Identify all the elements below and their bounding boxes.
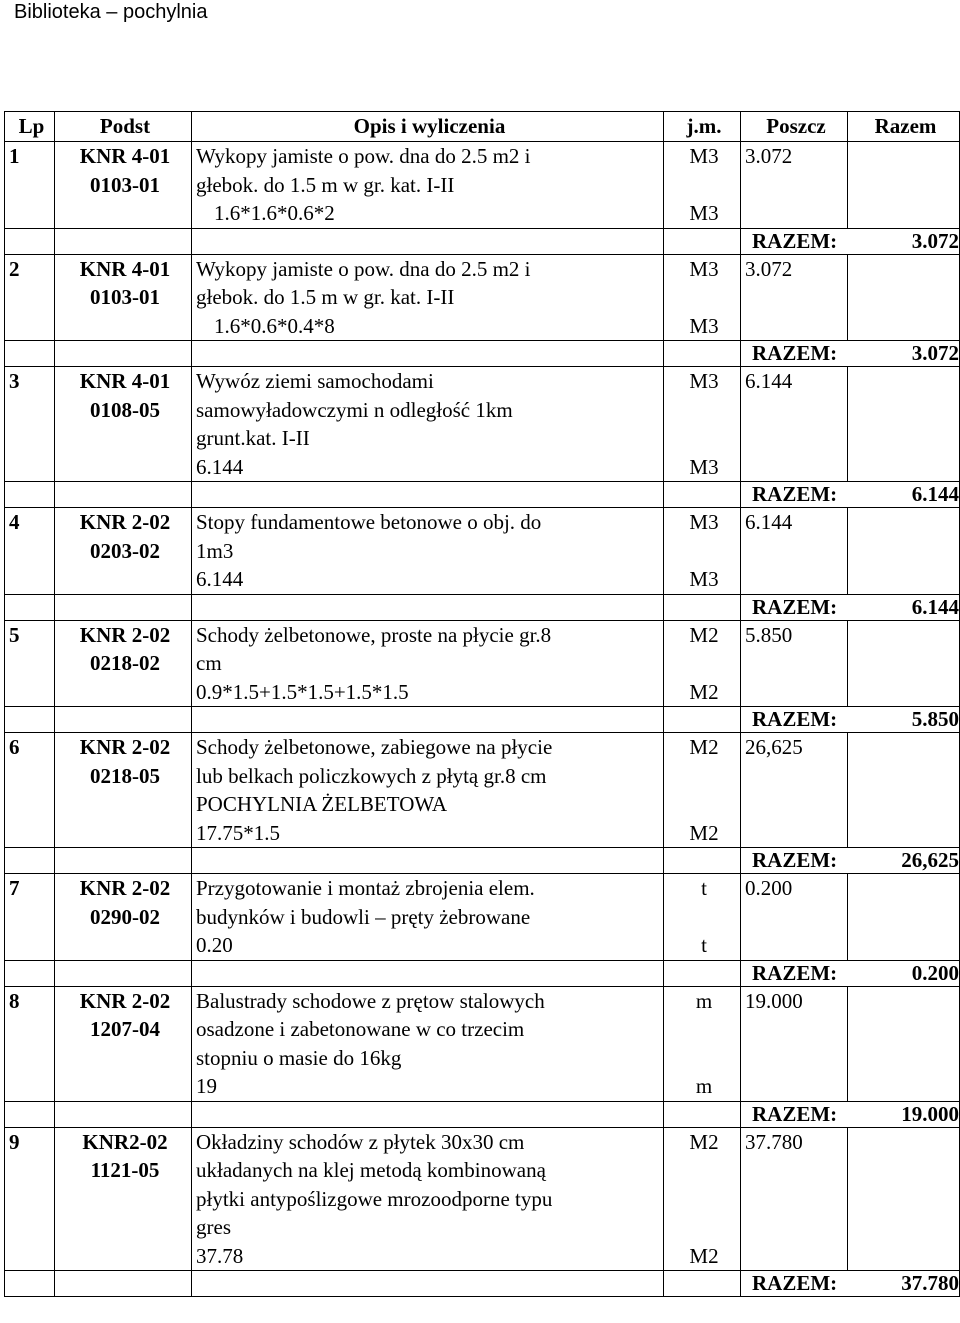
unit-primary: t — [701, 876, 707, 900]
item-total-empty — [848, 254, 960, 341]
summary-row — [5, 848, 960, 874]
table-row — [5, 874, 960, 961]
summary-label: RAZEM: — [752, 960, 838, 985]
basis-catalog: KNR2-02 — [82, 1129, 168, 1154]
basis-catalog: KNR 2-02 — [79, 988, 171, 1013]
description-line: 1m3 — [196, 538, 234, 563]
summary-empty-cell — [5, 707, 55, 733]
summary-empty-cell — [55, 707, 192, 733]
summary-empty-cell — [5, 848, 55, 874]
summary-row — [5, 960, 960, 986]
description-line: cm — [196, 651, 222, 675]
item-subtotal: 37.780 — [741, 1127, 848, 1271]
unit-spacer — [668, 1015, 740, 1044]
summary-empty-cell — [55, 594, 192, 620]
basis-catalog: KNR 2-02 — [79, 735, 171, 759]
item-basis — [55, 1127, 192, 1271]
description-line: osadzone i zabetonowane w co trzecim — [196, 1017, 525, 1041]
summary-empty-cell — [192, 848, 664, 874]
item-number: 3 — [5, 367, 55, 482]
item-total-empty — [848, 367, 960, 482]
summary-value: 3.072 — [911, 341, 959, 365]
summary-value: 19.000 — [901, 1101, 959, 1126]
summary-total — [741, 228, 960, 254]
item-basis — [55, 254, 192, 341]
table-row — [5, 986, 960, 1101]
unit-secondary: m — [695, 1074, 713, 1098]
summary-value: 6.144 — [911, 482, 959, 506]
item-unit — [664, 733, 741, 848]
item-basis — [55, 874, 192, 961]
description-line: Schody żelbetonowe, proste na płycie gr.8 — [196, 622, 552, 647]
description-line: Okładziny schodów z płytek 30x30 cm — [196, 1129, 525, 1154]
summary-total — [741, 341, 960, 367]
item-description — [192, 142, 664, 229]
summary-empty-cell — [664, 960, 741, 986]
unit-spacer — [668, 1185, 740, 1214]
summary-value: 37.780 — [901, 1271, 959, 1295]
summary-empty-cell — [55, 228, 192, 254]
item-subtotal: 3.072 — [741, 254, 848, 341]
item-description — [192, 874, 664, 961]
summary-label: RAZEM: — [752, 1101, 838, 1126]
calculation: 6.144 — [196, 454, 244, 479]
description-line: samowyładowczymi n odległość 1km — [196, 397, 513, 422]
description-line: lub belkach policzkowych z płytą gr.8 cm — [196, 763, 547, 788]
calculation: 17.75*1.5 — [196, 820, 280, 845]
summary-value: 3.072 — [911, 228, 959, 253]
summary-empty-cell — [5, 228, 55, 254]
item-number: 7 — [5, 874, 55, 961]
summary-total — [741, 1101, 960, 1127]
unit-spacer — [668, 762, 740, 791]
unit-spacer — [668, 1156, 740, 1185]
summary-empty-cell — [664, 228, 741, 254]
unit-secondary: M2 — [689, 820, 719, 845]
calculation: 19 — [196, 1074, 217, 1098]
unit-primary: M3 — [689, 144, 719, 168]
summary-row — [5, 1271, 960, 1297]
item-unit — [664, 254, 741, 341]
item-subtotal: 0.200 — [741, 874, 848, 961]
summary-label: RAZEM: — [752, 1271, 838, 1295]
summary-total — [741, 848, 960, 874]
summary-empty-cell — [5, 1101, 55, 1127]
summary-total — [741, 1271, 960, 1297]
summary-value: 26,625 — [901, 848, 959, 872]
unit-primary: M3 — [689, 256, 719, 281]
summary-empty-cell — [192, 1271, 664, 1297]
summary-row — [5, 228, 960, 254]
summary-empty-cell — [192, 594, 664, 620]
table-row — [5, 254, 960, 341]
unit-spacer — [668, 1213, 740, 1242]
calculation: 6.144 — [196, 567, 244, 591]
item-unit — [664, 874, 741, 961]
description-line: POCHYLNIA ŻELBETOWA — [196, 792, 448, 816]
summary-empty-cell — [5, 960, 55, 986]
basis-catalog: KNR 4-01 — [79, 144, 171, 168]
description-line: grunt.kat. I-II — [196, 426, 310, 450]
unit-spacer — [668, 424, 740, 453]
basis-position: 0218-05 — [90, 763, 160, 788]
table-row — [5, 733, 960, 848]
summary-value: 5.850 — [911, 707, 959, 731]
description-line: układanych na klej metodą kombinowaną — [196, 1158, 546, 1182]
unit-spacer — [668, 396, 740, 425]
summary-total — [741, 960, 960, 986]
summary-empty-cell — [192, 1101, 664, 1127]
item-number: 4 — [5, 508, 55, 595]
header-lp: Lp — [5, 112, 55, 142]
basis-position: 0103-01 — [90, 172, 160, 197]
description-line: Przygotowanie i montaż zbrojenia elem. — [196, 876, 535, 900]
summary-row — [5, 594, 960, 620]
calculation: 1.6*0.6*0.4*8 — [214, 313, 335, 338]
table-header-row — [5, 112, 960, 142]
basis-catalog: KNR 4-01 — [79, 256, 171, 281]
summary-empty-cell — [55, 1271, 192, 1297]
summary-empty-cell — [664, 848, 741, 874]
item-subtotal: 6.144 — [741, 367, 848, 482]
item-total-empty — [848, 142, 960, 229]
item-description — [192, 733, 664, 848]
table-row — [5, 142, 960, 229]
unit-secondary: M2 — [689, 1243, 719, 1268]
summary-value: 0.200 — [911, 960, 959, 985]
summary-empty-cell — [55, 1101, 192, 1127]
item-unit — [664, 1127, 741, 1271]
item-subtotal: 5.850 — [741, 620, 848, 707]
unit-secondary: M3 — [689, 313, 719, 338]
cost-estimate-table — [4, 111, 960, 1297]
summary-total — [741, 594, 960, 620]
unit-spacer — [668, 537, 740, 566]
summary-empty-cell — [192, 341, 664, 367]
summary-empty-cell — [55, 482, 192, 508]
header-opis: Opis i wyliczenia — [192, 112, 664, 142]
item-unit — [664, 508, 741, 595]
basis-catalog: KNR 2-02 — [79, 876, 171, 900]
unit-primary: M3 — [689, 510, 719, 534]
item-number: 1 — [5, 142, 55, 229]
summary-empty-cell — [664, 482, 741, 508]
basis-catalog: KNR 2-02 — [79, 622, 171, 647]
unit-primary: M3 — [689, 369, 719, 393]
item-total-empty — [848, 986, 960, 1101]
item-basis — [55, 142, 192, 229]
unit-spacer — [668, 1044, 740, 1073]
item-basis — [55, 508, 192, 595]
table-row — [5, 508, 960, 595]
summary-empty-cell — [664, 594, 741, 620]
item-number: 6 — [5, 733, 55, 848]
header-podst: Podst — [55, 112, 192, 142]
unit-spacer — [668, 790, 740, 819]
item-total-empty — [848, 1127, 960, 1271]
summary-total — [741, 482, 960, 508]
basis-position: 1207-04 — [90, 1017, 160, 1041]
calculation: 37.78 — [196, 1243, 244, 1268]
summary-label: RAZEM: — [752, 707, 838, 731]
basis-position: 0203-02 — [90, 538, 160, 563]
description-line: głebok. do 1.5 m w gr. kat. I-II — [196, 285, 455, 309]
summary-empty-cell — [5, 1271, 55, 1297]
summary-label: RAZEM: — [752, 482, 838, 506]
description-line: Wykopy jamiste o pow. dna do 2.5 m2 i — [196, 144, 531, 168]
basis-position: 0108-05 — [90, 397, 160, 422]
basis-position: 0290-02 — [90, 904, 160, 929]
unit-secondary: M2 — [689, 679, 719, 704]
summary-empty-cell — [664, 1271, 741, 1297]
item-description — [192, 1127, 664, 1271]
summary-empty-cell — [55, 848, 192, 874]
description-line: płytki antypoślizgowe mrozoodporne typu — [196, 1186, 553, 1211]
item-subtotal: 19.000 — [741, 986, 848, 1101]
description-line: Balustrady schodowe z prętow stalowych — [196, 988, 545, 1013]
basis-catalog: KNR 2-02 — [79, 510, 171, 534]
summary-empty-cell — [192, 960, 664, 986]
item-description — [192, 986, 664, 1101]
table-row — [5, 367, 960, 482]
calculation: 0.9*1.5+1.5*1.5+1.5*1.5 — [196, 679, 409, 704]
unit-spacer — [668, 171, 740, 200]
item-number: 5 — [5, 620, 55, 707]
item-unit — [664, 367, 741, 482]
item-subtotal: 26,625 — [741, 733, 848, 848]
summary-empty-cell — [5, 341, 55, 367]
summary-label: RAZEM: — [752, 594, 838, 619]
description-line: Stopy fundamentowe betonowe o obj. do — [196, 510, 542, 534]
item-basis — [55, 367, 192, 482]
summary-empty-cell — [5, 482, 55, 508]
description-line: Schody żelbetonowe, zabiegowe na płycie — [196, 735, 553, 759]
summary-empty-cell — [192, 482, 664, 508]
table-row — [5, 620, 960, 707]
unit-secondary: M3 — [689, 567, 719, 591]
item-total-empty — [848, 620, 960, 707]
description-line: gres — [196, 1215, 231, 1239]
summary-empty-cell — [664, 1101, 741, 1127]
summary-empty-cell — [55, 960, 192, 986]
summary-label: RAZEM: — [752, 848, 838, 872]
item-number: 9 — [5, 1127, 55, 1271]
summary-total — [741, 707, 960, 733]
summary-label: RAZEM: — [752, 341, 838, 365]
basis-position: 1121-05 — [90, 1158, 160, 1182]
item-number: 8 — [5, 986, 55, 1101]
item-basis — [55, 620, 192, 707]
summary-empty-cell — [55, 341, 192, 367]
basis-position: 0103-01 — [90, 285, 160, 309]
summary-empty-cell — [664, 341, 741, 367]
unit-primary: M2 — [689, 622, 719, 647]
item-total-empty — [848, 508, 960, 595]
summary-row — [5, 482, 960, 508]
table-row — [5, 1127, 960, 1271]
item-description — [192, 620, 664, 707]
unit-spacer — [668, 283, 740, 312]
document-title: Biblioteka – pochylnia — [14, 1, 208, 23]
item-description — [192, 367, 664, 482]
description-line: budynków i budowli – pręty żebrowane — [196, 904, 531, 929]
calculation: 1.6*1.6*0.6*2 — [214, 201, 335, 225]
item-unit — [664, 986, 741, 1101]
unit-spacer — [668, 903, 740, 932]
unit-secondary: t — [701, 933, 707, 957]
description-line: Wywóz ziemi samochodami — [196, 369, 434, 393]
item-unit — [664, 620, 741, 707]
summary-empty-cell — [192, 228, 664, 254]
description-line: stopniu o masie do 16kg — [196, 1045, 402, 1070]
unit-primary: M2 — [689, 1129, 719, 1154]
item-basis — [55, 733, 192, 848]
header-razem: Razem — [848, 112, 960, 142]
unit-secondary: M3 — [689, 201, 719, 225]
unit-primary: M2 — [689, 735, 719, 759]
unit-spacer — [668, 649, 740, 678]
summary-empty-cell — [5, 594, 55, 620]
item-basis — [55, 986, 192, 1101]
header-jm: j.m. — [664, 112, 741, 142]
summary-label: RAZEM: — [752, 228, 838, 253]
summary-empty-cell — [192, 707, 664, 733]
item-description — [192, 254, 664, 341]
basis-catalog: KNR 4-01 — [79, 369, 171, 393]
item-total-empty — [848, 733, 960, 848]
item-total-empty — [848, 874, 960, 961]
unit-primary: m — [695, 988, 713, 1013]
item-unit — [664, 142, 741, 229]
summary-row — [5, 341, 960, 367]
item-subtotal: 3.072 — [741, 142, 848, 229]
basis-position: 0218-02 — [90, 651, 160, 675]
item-number: 2 — [5, 254, 55, 341]
calculation: 0.20 — [196, 933, 233, 957]
unit-secondary: M3 — [689, 454, 719, 479]
table-body — [5, 142, 960, 1297]
item-description — [192, 508, 664, 595]
summary-row — [5, 1101, 960, 1127]
header-poszcz: Poszcz — [741, 112, 848, 142]
description-line: głebok. do 1.5 m w gr. kat. I-II — [196, 172, 455, 197]
description-line: Wykopy jamiste o pow. dna do 2.5 m2 i — [196, 256, 531, 281]
item-subtotal: 6.144 — [741, 508, 848, 595]
summary-row — [5, 707, 960, 733]
summary-empty-cell — [664, 707, 741, 733]
summary-value: 6.144 — [911, 594, 959, 619]
